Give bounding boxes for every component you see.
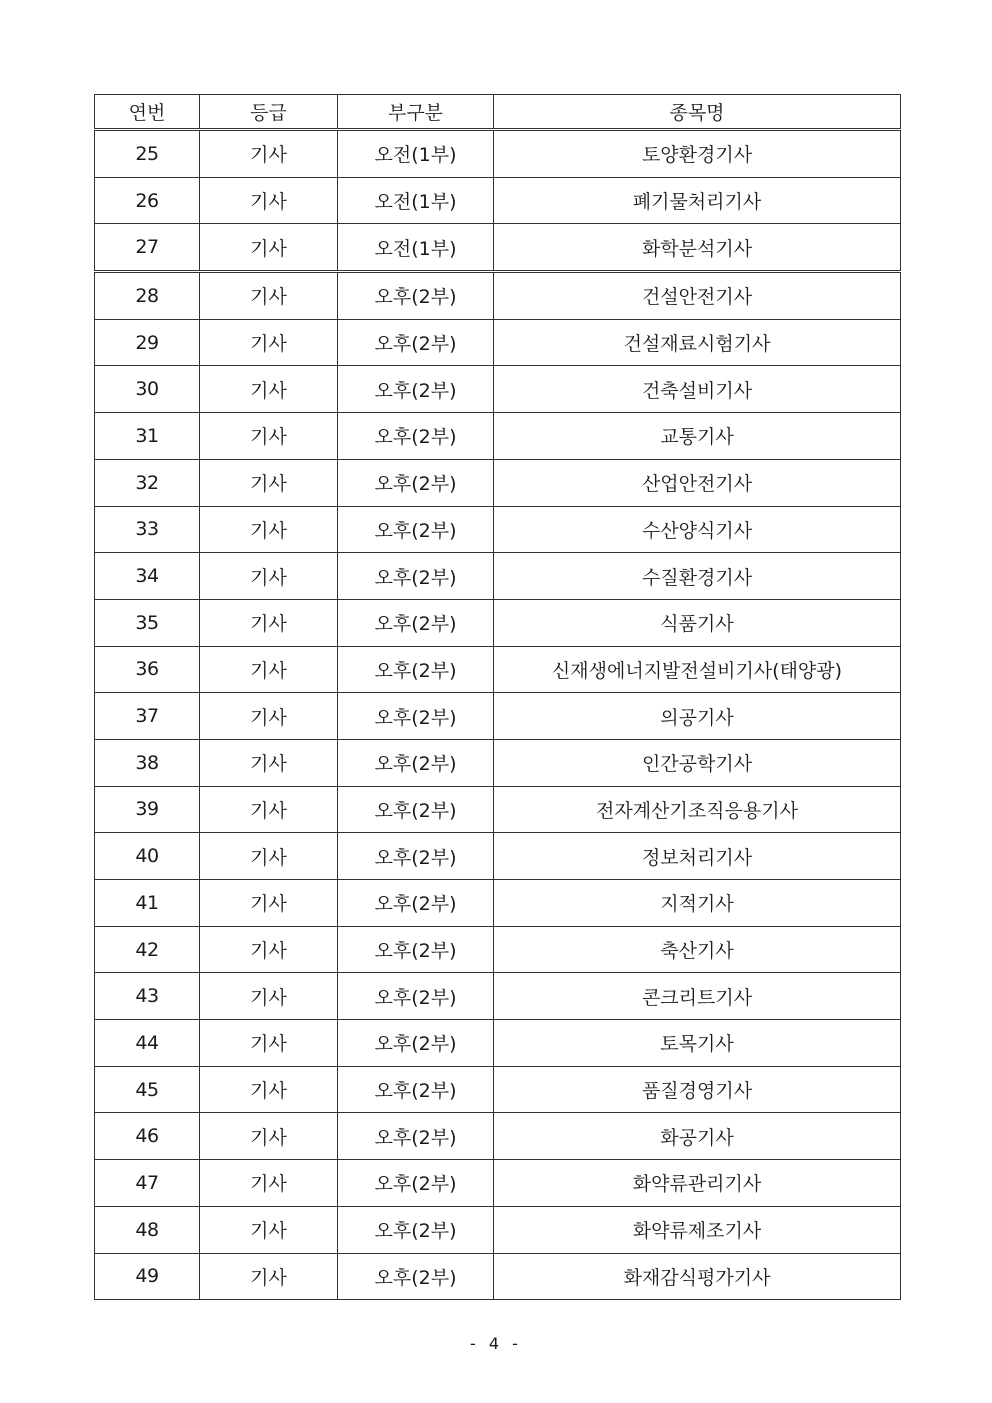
row-grade: 기사 — [200, 973, 338, 1020]
row-grade: 기사 — [200, 553, 338, 600]
row-item-name: 화약류관리기사 — [494, 1160, 901, 1207]
row-item-name: 화공기사 — [494, 1113, 901, 1160]
row-session: 오후(2부) — [338, 1113, 494, 1160]
row-serial-number: 34 — [95, 553, 200, 600]
table-row — [95, 319, 901, 366]
page-number: - 4 - — [470, 1334, 522, 1353]
row-item-name: 콘크리트기사 — [494, 973, 901, 1020]
row-session: 오전(1부) — [338, 177, 494, 224]
table-header — [95, 95, 901, 130]
row-serial-number: 41 — [95, 880, 200, 927]
row-serial-number: 48 — [95, 1206, 200, 1253]
row-grade: 기사 — [200, 1020, 338, 1067]
table-row — [95, 459, 901, 506]
row-serial-number: 37 — [95, 693, 200, 740]
row-grade: 기사 — [200, 599, 338, 646]
row-item-name: 화재감식평가기사 — [494, 1253, 901, 1300]
row-session: 오후(2부) — [338, 1066, 494, 1113]
row-grade: 기사 — [200, 739, 338, 786]
row-item-name: 화학분석기사 — [494, 224, 901, 272]
header-session: 부구분 — [338, 95, 494, 130]
row-item-name: 토목기사 — [494, 1020, 901, 1067]
row-session: 오후(2부) — [338, 553, 494, 600]
row-session: 오후(2부) — [338, 786, 494, 833]
row-grade: 기사 — [200, 880, 338, 927]
row-grade: 기사 — [200, 506, 338, 553]
row-item-name: 식품기사 — [494, 599, 901, 646]
row-serial-number: 45 — [95, 1066, 200, 1113]
row-serial-number: 33 — [95, 506, 200, 553]
row-serial-number: 31 — [95, 413, 200, 460]
row-grade: 기사 — [200, 646, 338, 693]
row-item-name: 폐기물처리기사 — [494, 177, 901, 224]
row-item-name: 의공기사 — [494, 693, 901, 740]
row-grade: 기사 — [200, 926, 338, 973]
table-row — [95, 553, 901, 600]
row-session: 오후(2부) — [338, 1160, 494, 1207]
table-row — [95, 1160, 901, 1207]
row-grade: 기사 — [200, 413, 338, 460]
header-serial-number: 연번 — [95, 95, 200, 130]
row-grade: 기사 — [200, 1113, 338, 1160]
row-session: 오후(2부) — [338, 1253, 494, 1300]
row-session: 오후(2부) — [338, 459, 494, 506]
row-grade: 기사 — [200, 1253, 338, 1300]
row-session: 오후(2부) — [338, 739, 494, 786]
row-session: 오후(2부) — [338, 366, 494, 413]
row-item-name: 지적기사 — [494, 880, 901, 927]
row-session: 오후(2부) — [338, 599, 494, 646]
row-item-name: 축산기사 — [494, 926, 901, 973]
row-serial-number: 46 — [95, 1113, 200, 1160]
row-item-name: 교통기사 — [494, 413, 901, 460]
row-item-name: 정보처리기사 — [494, 833, 901, 880]
row-session: 오후(2부) — [338, 646, 494, 693]
row-session: 오후(2부) — [338, 833, 494, 880]
row-item-name: 산업안전기사 — [494, 459, 901, 506]
table-row — [95, 1113, 901, 1160]
row-session: 오전(1부) — [338, 130, 494, 178]
row-serial-number: 42 — [95, 926, 200, 973]
row-serial-number: 36 — [95, 646, 200, 693]
exam-schedule-table — [94, 94, 901, 1300]
header-row — [95, 95, 901, 130]
row-serial-number: 39 — [95, 786, 200, 833]
row-serial-number: 30 — [95, 366, 200, 413]
row-grade: 기사 — [200, 693, 338, 740]
row-session: 오후(2부) — [338, 693, 494, 740]
row-session: 오후(2부) — [338, 1206, 494, 1253]
header-grade: 등급 — [200, 95, 338, 130]
table-row — [95, 130, 901, 178]
table-row — [95, 739, 901, 786]
table-row — [95, 926, 901, 973]
table-row — [95, 1020, 901, 1067]
table-row — [95, 833, 901, 880]
row-item-name: 수질환경기사 — [494, 553, 901, 600]
row-grade: 기사 — [200, 272, 338, 320]
row-grade: 기사 — [200, 1206, 338, 1253]
row-session: 오후(2부) — [338, 272, 494, 320]
row-session: 오후(2부) — [338, 880, 494, 927]
row-grade: 기사 — [200, 366, 338, 413]
table-body — [95, 130, 901, 1300]
table-row — [95, 272, 901, 320]
row-session: 오후(2부) — [338, 413, 494, 460]
table-row — [95, 1066, 901, 1113]
table-row — [95, 880, 901, 927]
row-session: 오후(2부) — [338, 506, 494, 553]
table-row — [95, 693, 901, 740]
row-serial-number: 49 — [95, 1253, 200, 1300]
row-serial-number: 38 — [95, 739, 200, 786]
row-grade: 기사 — [200, 319, 338, 366]
row-item-name: 화약류제조기사 — [494, 1206, 901, 1253]
row-item-name: 인간공학기사 — [494, 739, 901, 786]
row-serial-number: 47 — [95, 1160, 200, 1207]
row-serial-number: 29 — [95, 319, 200, 366]
row-session: 오후(2부) — [338, 973, 494, 1020]
row-grade: 기사 — [200, 459, 338, 506]
row-serial-number: 26 — [95, 177, 200, 224]
row-item-name: 품질경영기사 — [494, 1066, 901, 1113]
row-grade: 기사 — [200, 177, 338, 224]
row-session: 오후(2부) — [338, 926, 494, 973]
row-serial-number: 25 — [95, 130, 200, 178]
table-row — [95, 224, 901, 272]
row-serial-number: 44 — [95, 1020, 200, 1067]
table-row — [95, 413, 901, 460]
row-grade: 기사 — [200, 786, 338, 833]
row-serial-number: 35 — [95, 599, 200, 646]
table-row — [95, 366, 901, 413]
row-grade: 기사 — [200, 224, 338, 272]
row-serial-number: 32 — [95, 459, 200, 506]
row-item-name: 건설재료시험기사 — [494, 319, 901, 366]
header-item-name: 종목명 — [494, 95, 901, 130]
row-item-name: 수산양식기사 — [494, 506, 901, 553]
table-row — [95, 1206, 901, 1253]
row-grade: 기사 — [200, 130, 338, 178]
table-row — [95, 506, 901, 553]
row-item-name: 전자계산기조직응용기사 — [494, 786, 901, 833]
row-item-name: 건설안전기사 — [494, 272, 901, 320]
row-item-name: 건축설비기사 — [494, 366, 901, 413]
table-row — [95, 786, 901, 833]
row-session: 오전(1부) — [338, 224, 494, 272]
row-serial-number: 43 — [95, 973, 200, 1020]
row-item-name: 신재생에너지발전설비기사(태양광) — [494, 646, 901, 693]
row-session: 오후(2부) — [338, 319, 494, 366]
table-row — [95, 646, 901, 693]
row-serial-number: 28 — [95, 272, 200, 320]
table-row — [95, 1253, 901, 1300]
table-row — [95, 177, 901, 224]
row-grade: 기사 — [200, 1066, 338, 1113]
row-serial-number: 40 — [95, 833, 200, 880]
row-grade: 기사 — [200, 833, 338, 880]
table-row — [95, 599, 901, 646]
table-row — [95, 973, 901, 1020]
row-item-name: 토양환경기사 — [494, 130, 901, 178]
row-grade: 기사 — [200, 1160, 338, 1207]
row-serial-number: 27 — [95, 224, 200, 272]
row-session: 오후(2부) — [338, 1020, 494, 1067]
